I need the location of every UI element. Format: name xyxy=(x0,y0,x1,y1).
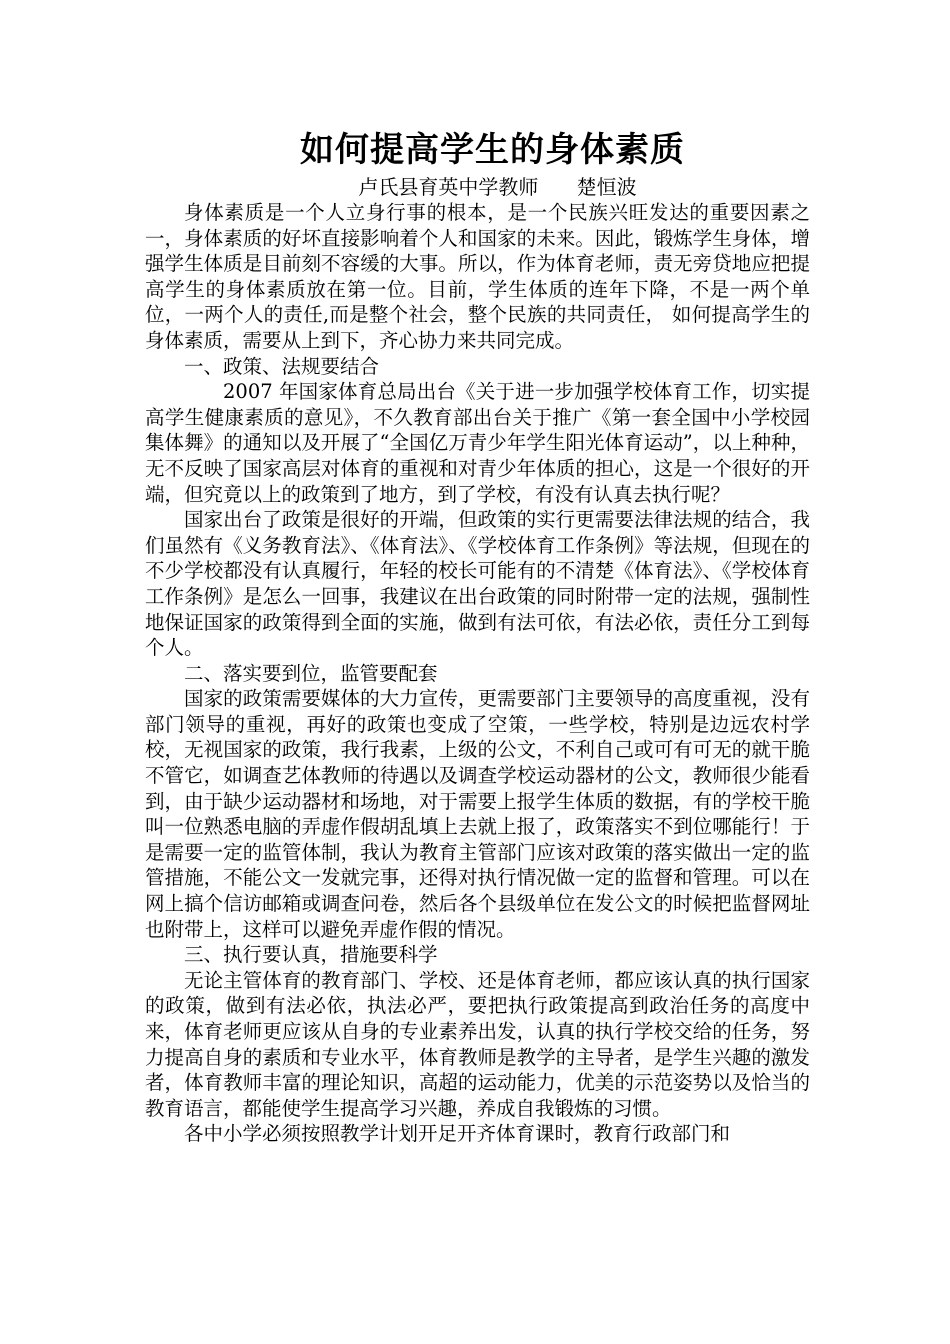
author-byline: 卢氏县育英中学教师 楚恒波 xyxy=(358,175,637,199)
section-3-paragraph-2: 各中小学必须按照教学计划开足开齐体育课时，教育行政部门和 xyxy=(184,1122,731,1146)
section-heading-1: 一、政策、法规要结合 xyxy=(184,354,380,378)
document-title: 如何提高学生的身体素质 xyxy=(300,130,685,170)
intro-paragraph: 身体素质是一个人立身行事的根本，是一个民族兴旺发达的重要因素之一，身体素质的好坏直接影响着个人和国家的未来。因此，锻炼学生身体，增强学生体质是目前刻不容缓的大事。所以，作为体育老师，责无旁贷地应把提高学生的身体素质放在第一位。目前，学生体质的连年下降，不是一两个单位，一两个人的责任,而是整个社会，整个民族的共同责任， 如何提高学生的身体素质，需要从上到下，齐心协力来共同完成。 xyxy=(145,201,810,352)
document-page xyxy=(145,128,810,1147)
section-1-paragraph-2: 国家出台了政策是很好的开端，但政策的实行更需要法律法规的结合，我们虽然有《义务教育法》、《体育法》、《学校体育工作条例》等法规，但现在的不少学校都没有认真履行，年轻的校长可能有的不清楚《体育法》、《学校体育工作条例》是怎么一回事，我建议在出台政策的同时附带一定的法规，强制性地保证国家的政策得到全面的实施，做到有法可依，有法必依，责任分工到每个人。 xyxy=(145,508,810,660)
section-1-paragraph-1: 2007 年国家体育总局出台《关于进一步加强学校体育工作，切实提高学生健康素质的意见》，不久教育部出台关于推广《第一套全国中小学校园集体舞》的通知以及开展了“全国亿万青少年学生阳光体育运动”，以上种种，无不反映了国家高层对体育的重视和对青少年体质的担心，这是一个很好的开端，但究竟以上的政策到了地方，到了学校，有没有认真去执行呢？ xyxy=(145,380,810,506)
section-heading-2: 二、落实要到位，监管要配套 xyxy=(184,661,438,685)
section-3-paragraph-1: 无论主管体育的教育部门、学校、还是体育老师，都应该认真的执行国家的政策，做到有法必依，执法必严，要把执行政策提高到政治任务的高度中来，体育老师更应该从自身的专业素养出发，认真的执行学校交给的任务，努力提高自身的素质和专业水平，体育教师是教学的主导者，是学生兴趣的激发者，体育教师丰富的理论知识，高超的运动能力，优美的示范姿势以及恰当的教育语言，都能使学生提高学习兴趣，养成自我锻炼的习惯。 xyxy=(145,968,810,1120)
section-2-paragraph-1: 国家的政策需要媒体的大力宣传，更需要部门主要领导的高度重视，没有部门领导的重视，再好的政策也变成了空策，一些学校，特别是边远农村学校，无视国家的政策，我行我素，上级的公文，不利自己或可有可无的就干脆不管它，如调查艺体教师的待遇以及调查学校运动器材的公文，教师很少能看到，由于缺少运动器材和场地，对于需要上报学生体质的数据，有的学校干脆叫一位熟悉电脑的弄虚作假胡乱填上去就上报了，政策落实不到位哪能行！于是需要一定的监管体制，我认为教育主管部门应该对政策的落实做出一定的监管措施，不能公文一发就完事，还得对执行情况做一定的监督和管理。可以在网上搞个信访邮箱或调查问卷，然后各个县级单位在发公文的时候把监督网址也附带上，这样可以避免弄虚作假的情况。 xyxy=(145,687,810,941)
section-heading-3: 三、执行要认真，措施要科学 xyxy=(184,943,438,967)
